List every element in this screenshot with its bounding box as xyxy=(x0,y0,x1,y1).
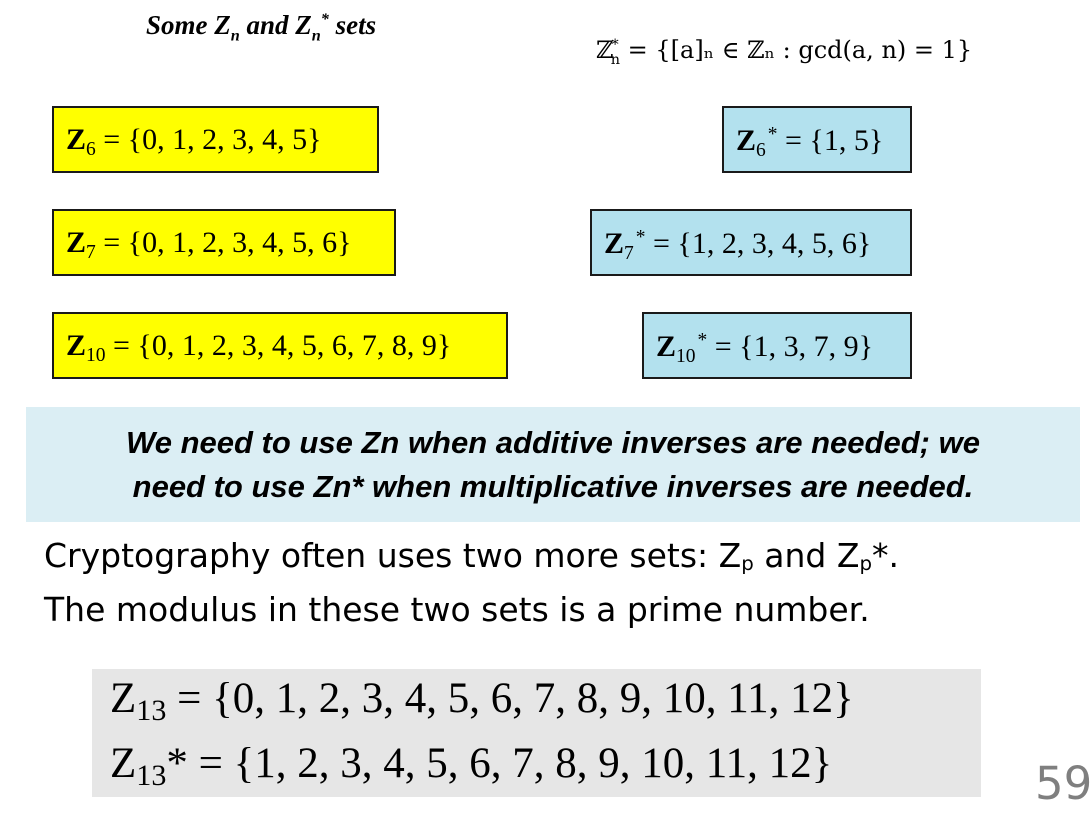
set-z6-star: $Z_6^* = \{1$, 5} xyxy=(722,106,912,173)
inverse-note-banner xyxy=(26,407,1080,522)
z13-set: $Z_{13} = \{0$, 1, 2, 3, 4, 5, 6, 7, 8, 9, 10, 11, 12} xyxy=(110,675,854,727)
set-z6: $Z_6 = \{0$, 1, 2, 3, 4, 5} xyxy=(52,106,379,173)
crypto-sets-text: Cryptography often uses two more sets: $Z_p$ and $Z_p*$. xyxy=(44,536,900,575)
z13-star-set: $Z_{13}* = \{1$, 2, 3, 4, 5, 6, 7, 8, 9, 10, 11, 12} xyxy=(110,740,833,792)
set-z10-star: $Z_{10}^* = \{1$, 3, 7, 9} xyxy=(642,312,912,379)
set-z10: $Z_{10} = \{0$, 1, 2, 3, 4, 5, 6, 7, 8, 9} xyxy=(52,312,508,379)
prime-modulus-text: The modulus in these two sets is a prime number. xyxy=(44,590,870,629)
banner-line-2: need to use Zn* when multiplicative inverses are needed. xyxy=(132,469,974,504)
units-definition-formula: ℤ*$_n$ = {[a]ₙ ∈ ℤₙ : gcd(a, n) = 1} xyxy=(596,36,973,68)
z13-sets-box xyxy=(92,669,981,797)
slide-title: Some $Z_n$ and $Z_n^*$ sets xyxy=(146,10,377,45)
page-number: 59 xyxy=(1035,757,1092,810)
set-z7-star: $Z_7^* = \{1$, 2, 3, 4, 5, 6} xyxy=(590,209,912,276)
banner-line-1: We need to use Zn when additive inverses are needed; we xyxy=(126,425,980,460)
set-z7: $Z_7 = \{0$, 1, 2, 3, 4, 5, 6} xyxy=(52,209,396,276)
